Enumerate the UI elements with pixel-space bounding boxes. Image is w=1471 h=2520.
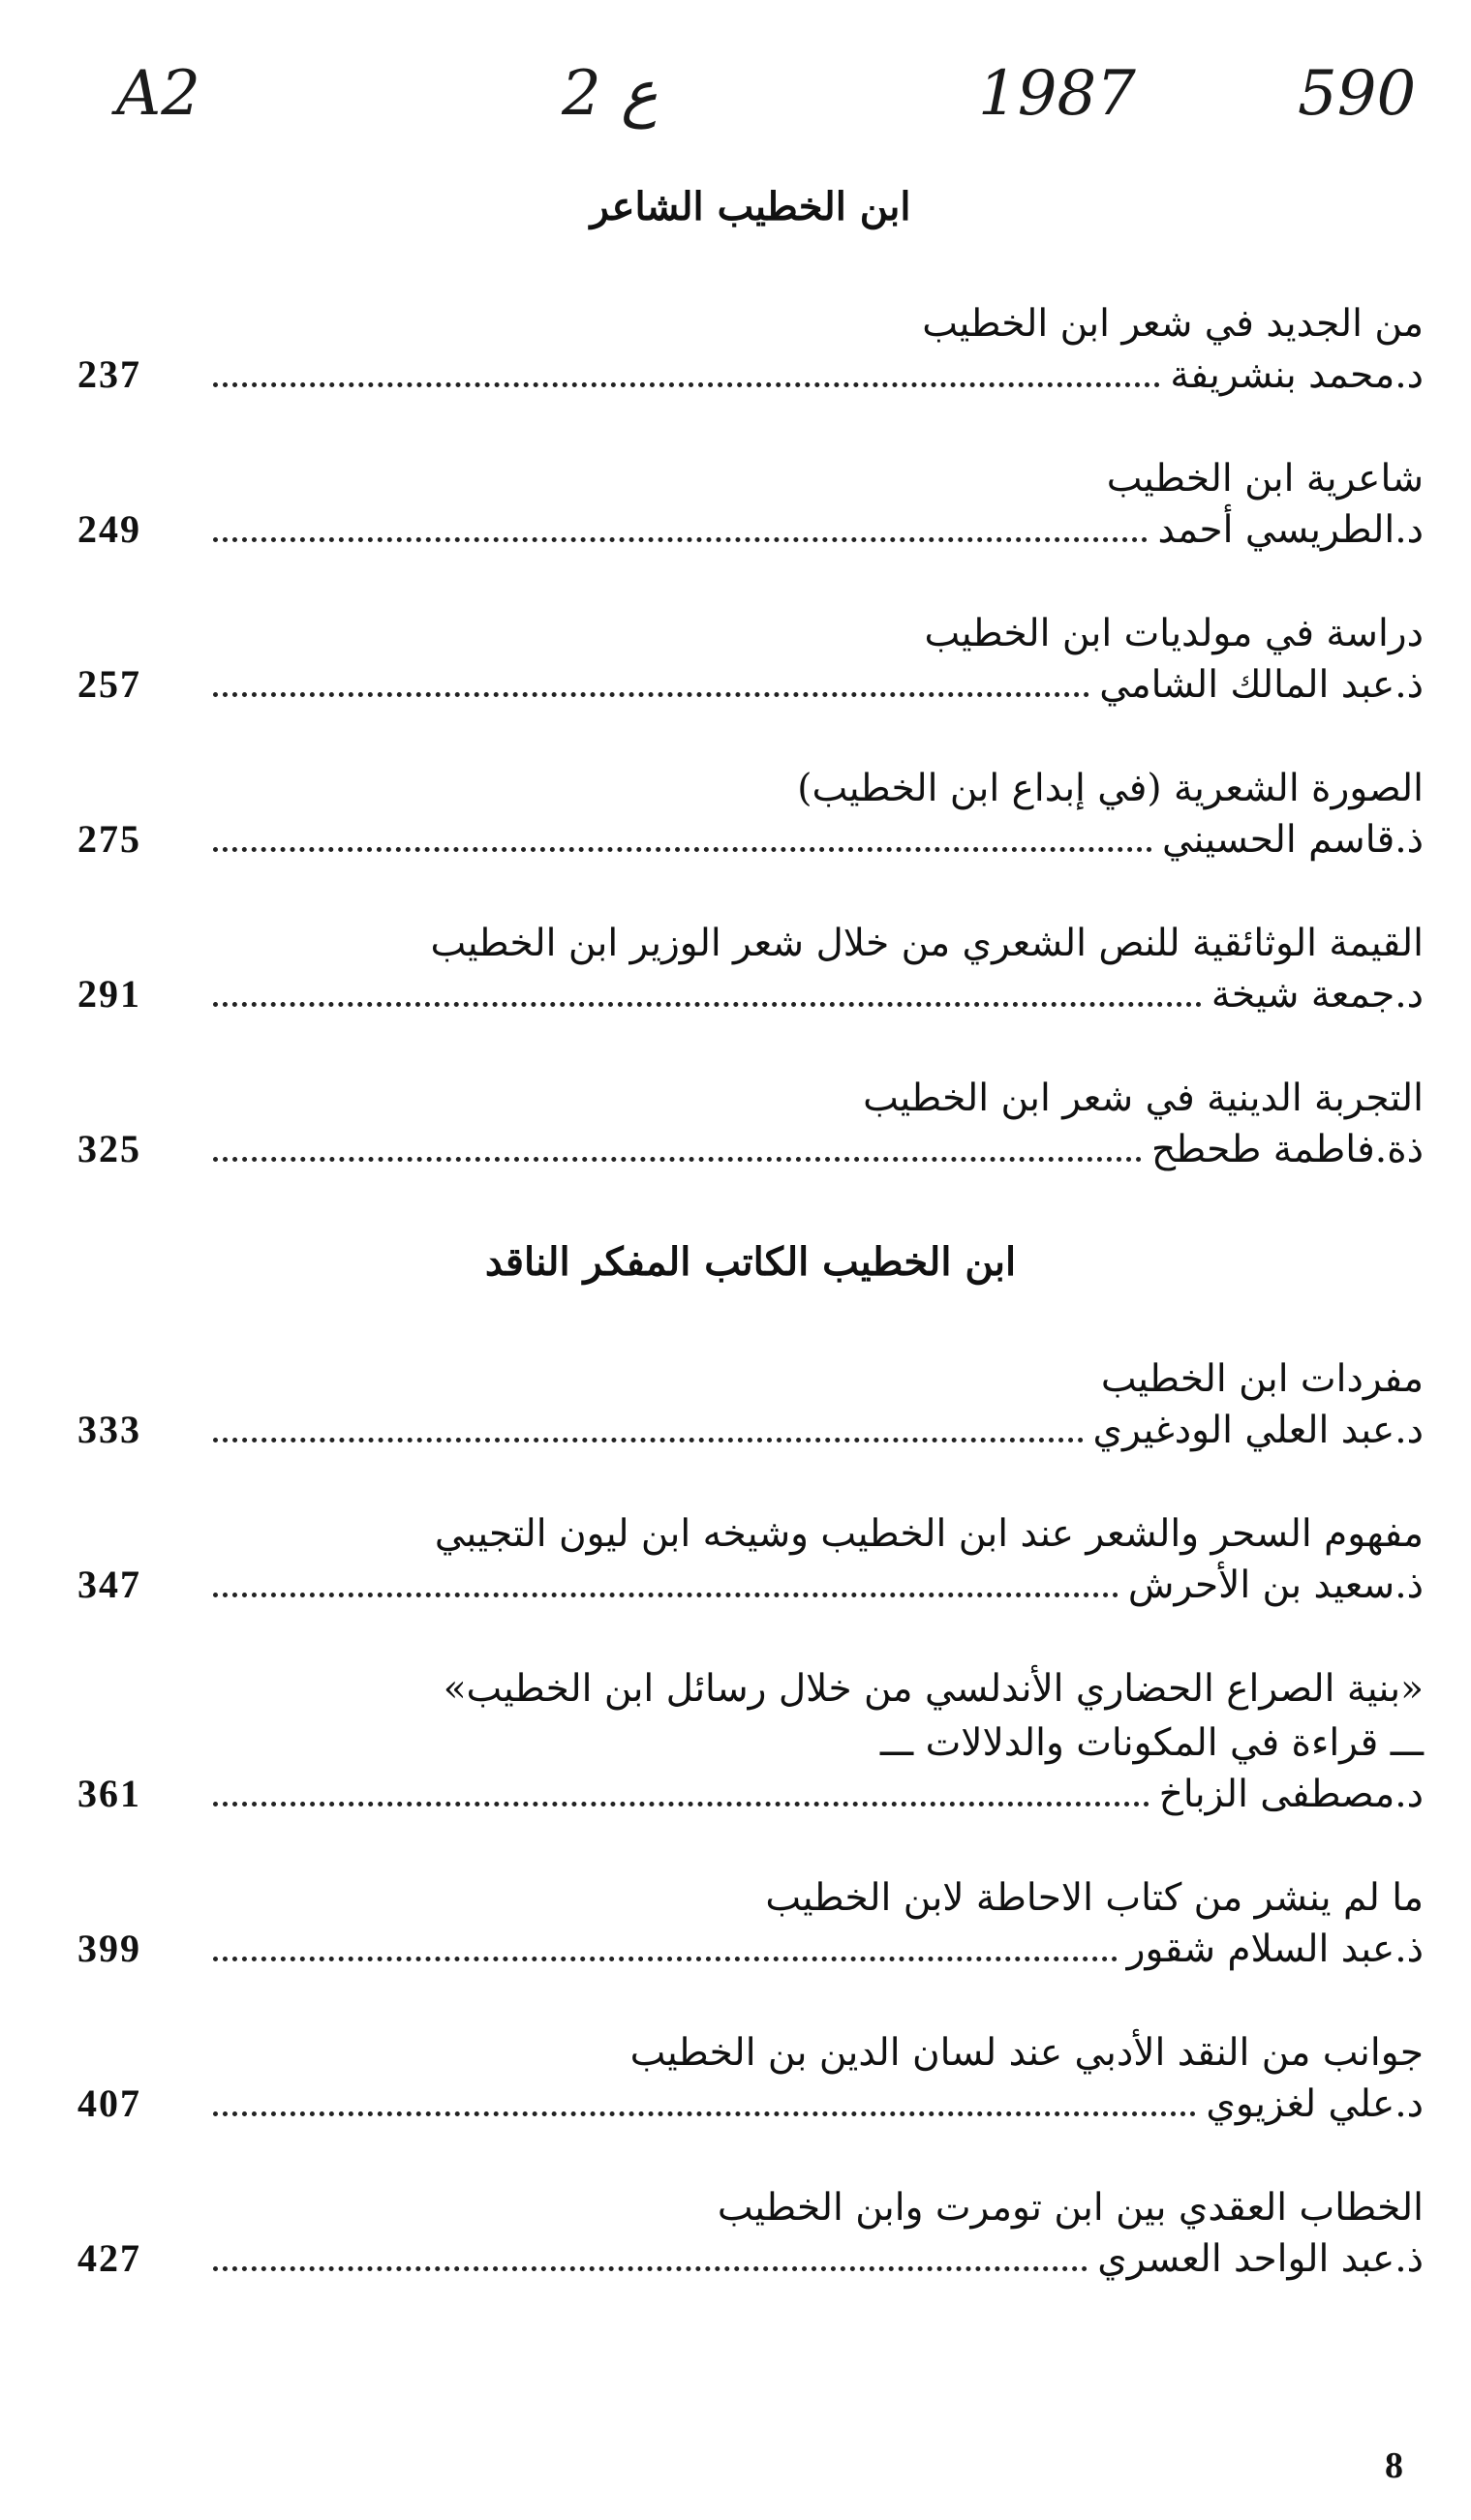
page-number: 237 xyxy=(77,352,141,396)
dot-leader xyxy=(213,537,1148,542)
section-title: ابن الخطيب الشاعر xyxy=(590,184,911,229)
entry-title: مفردات ابن الخطيب xyxy=(1100,1357,1424,1401)
page-number: 347 xyxy=(77,1563,141,1606)
page-number: 427 xyxy=(77,2236,141,2280)
toc-entry xyxy=(77,1352,1424,1467)
entry-title: الخطاب العقدي بين ابن تومرت وابن الخطيب xyxy=(717,2186,1424,2230)
dot-leader xyxy=(213,1802,1149,1807)
author-name: ذ.عبد الواحد العسري xyxy=(1097,2237,1424,2281)
page-number: 291 xyxy=(77,972,141,1016)
author-name: د.جمعة شيخة xyxy=(1211,973,1424,1017)
toc-entry xyxy=(77,762,1424,876)
toc-entry xyxy=(77,297,1424,411)
author-line xyxy=(77,506,1424,566)
dot-leader xyxy=(213,382,1160,387)
author-name: ذ.سعيد بن الأحرش xyxy=(1127,1564,1424,1607)
page-number: 399 xyxy=(77,1927,141,1970)
entry-title: ما لم ينشر من كتاب الاحاطة لابن الخطيب xyxy=(765,1876,1424,1920)
toc-entry xyxy=(77,1662,1424,1831)
dot-leader xyxy=(213,692,1089,697)
page-number: 407 xyxy=(77,2081,141,2125)
entry-title: مفهوم السحر والشعر عند ابن الخطيب وشيخه ابن ليون التجيبي xyxy=(434,1512,1424,1556)
handwritten-code: A2 xyxy=(116,58,200,130)
handwritten-header xyxy=(107,58,1462,165)
author-name: ذة.فاطمة طحطح xyxy=(1151,1128,1424,1171)
page-folio-number: 8 xyxy=(1385,2445,1403,2486)
toc-entry xyxy=(77,607,1424,721)
toc-entry xyxy=(77,1871,1424,1986)
page-number: 325 xyxy=(77,1127,141,1170)
author-name: ذ.عبد السلام شقور xyxy=(1126,1928,1424,1971)
dot-leader xyxy=(213,2266,1088,2271)
entry-title: القيمة الوثائقية للنص الشعري من خلال شعر الوزير ابن الخطيب xyxy=(430,922,1424,965)
dot-leader xyxy=(213,1957,1118,1961)
author-name: د.علي لغزيوي xyxy=(1206,2082,1424,2126)
dot-leader xyxy=(213,1157,1142,1162)
dot-leader xyxy=(213,2111,1196,2116)
author-name: د.الطريسي أحمد xyxy=(1157,508,1424,552)
author-line xyxy=(77,1126,1424,1186)
page-number: 361 xyxy=(77,1772,141,1815)
author-name: د.عبد العلي الودغيري xyxy=(1092,1409,1424,1452)
page-number: 275 xyxy=(77,817,141,861)
author-name: ذ.قاسم الحسيني xyxy=(1161,818,1424,862)
section-title: ابن الخطيب الكاتب المفكر الناقد xyxy=(484,1239,1017,1285)
page-number: 257 xyxy=(77,662,141,706)
toc-entry xyxy=(77,452,1424,566)
dot-leader xyxy=(213,1593,1119,1597)
author-name: ذ.عبد المالك الشامي xyxy=(1099,663,1424,707)
toc-entry xyxy=(77,917,1424,1031)
entry-title: «بنية الصراع الحضاري الأندلسي من خلال رسائل ابن الخطيب» xyxy=(443,1667,1424,1711)
handwritten-number: 590 xyxy=(1298,58,1417,130)
author-line xyxy=(77,661,1424,721)
table-of-contents xyxy=(77,184,1424,2336)
toc-entry xyxy=(77,2026,1424,2140)
author-line xyxy=(77,351,1424,411)
author-line xyxy=(77,1562,1424,1622)
author-line xyxy=(77,816,1424,876)
author-line xyxy=(77,1926,1424,1986)
entry-title: دراسة في مولديات ابن الخطيب xyxy=(924,612,1424,655)
entry-title: شاعرية ابن الخطيب xyxy=(1106,457,1424,501)
author-line xyxy=(77,1407,1424,1467)
handwritten-year: 1987 xyxy=(978,58,1136,130)
dot-leader xyxy=(213,1002,1202,1007)
author-line xyxy=(77,1771,1424,1831)
page-number: 333 xyxy=(77,1408,141,1451)
handwritten-issue: 2 ع xyxy=(562,58,659,130)
entry-title: جوانب من النقد الأدبي عند لسان الدين بن الخطيب xyxy=(629,2031,1424,2075)
dot-leader xyxy=(213,1438,1084,1442)
entry-title: التجربة الدينية في شعر ابن الخطيب xyxy=(863,1077,1424,1120)
author-line xyxy=(77,2080,1424,2140)
toc-entry xyxy=(77,1507,1424,1622)
author-line xyxy=(77,2235,1424,2295)
dot-leader xyxy=(213,847,1152,852)
entry-title: الصورة الشعرية (في إبداع ابن الخطيب) xyxy=(797,767,1424,810)
entry-title: من الجديد في شعر ابن الخطيب xyxy=(922,302,1424,346)
page-number: 249 xyxy=(77,507,141,551)
author-name: د.مصطفى الزباخ xyxy=(1158,1773,1424,1816)
author-line xyxy=(77,971,1424,1031)
toc-entry xyxy=(77,1072,1424,1186)
author-name: د.محمد بنشريفة xyxy=(1170,353,1424,397)
entry-subtitle: ـــ قراءة في المكونات والدلالات ـــ xyxy=(879,1721,1424,1765)
toc-entry xyxy=(77,2181,1424,2295)
